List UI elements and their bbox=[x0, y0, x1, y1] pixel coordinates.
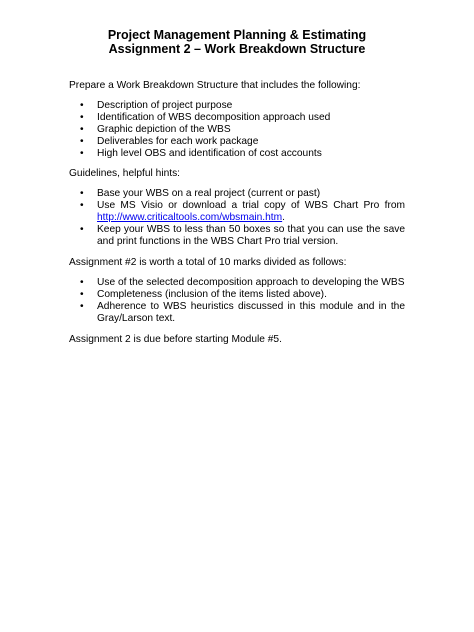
bullet-icon: • bbox=[80, 301, 84, 312]
guidelines-heading: Guidelines, helpful hints: bbox=[69, 168, 180, 179]
bullet-icon: • bbox=[80, 277, 84, 288]
marks-heading: Assignment #2 is worth a total of 10 marks divided as follows: bbox=[69, 257, 347, 268]
bullet-icon: • bbox=[80, 188, 84, 199]
bullet-icon: • bbox=[80, 136, 84, 147]
wbs-chart-pro-link[interactable]: http://www.criticaltools.com/wbsmain.htm bbox=[97, 212, 283, 223]
bullet-icon: • bbox=[80, 148, 84, 159]
bullet-icon: • bbox=[80, 100, 84, 111]
guidelines-list bbox=[0, 188, 474, 248]
requirements-list bbox=[0, 100, 474, 160]
bullet-icon: • bbox=[80, 224, 84, 235]
intro-paragraph: Prepare a Work Breakdown Structure that includes the following: bbox=[69, 80, 361, 91]
document-title: Project Management Planning & Estimating bbox=[107, 28, 367, 42]
bullet-icon: • bbox=[80, 124, 84, 135]
list-item: • Adherence to WBS heuristics discussed in this module and in the Gray/Larson text. bbox=[80, 301, 405, 324]
bullet-icon: • bbox=[80, 289, 84, 300]
list-item: • Keep your WBS to less than 50 boxes so that you can use the save and print functions in the WBS Chart Pro trial version. bbox=[80, 224, 405, 247]
list-item: • Base your WBS on a real project (current or past) bbox=[80, 188, 321, 199]
bullet-icon: • bbox=[80, 112, 84, 123]
list-item: • High level OBS and identification of cost accounts bbox=[80, 148, 322, 159]
list-item: • Deliverables for each work package bbox=[80, 136, 259, 147]
list-item: • Use MS Visio or download a trial copy of WBS Chart Pro from http://www.criticaltools.com/wbsmain.htm. bbox=[80, 200, 405, 223]
due-note: Assignment 2 is due before starting Module #5. bbox=[69, 334, 282, 345]
list-item: • Description of project purpose bbox=[80, 100, 233, 111]
list-item: • Use of the selected decomposition approach to developing the WBS bbox=[80, 277, 405, 288]
list-item: • Identification of WBS decomposition approach used bbox=[80, 112, 331, 123]
marks-list bbox=[0, 277, 474, 325]
bullet-icon: • bbox=[80, 200, 84, 211]
document-subtitle: Assignment 2 – Work Breakdown Structure bbox=[108, 42, 366, 56]
list-item: • Completeness (inclusion of the items listed above). bbox=[80, 289, 327, 300]
list-item: • Graphic depiction of the WBS bbox=[80, 124, 231, 135]
